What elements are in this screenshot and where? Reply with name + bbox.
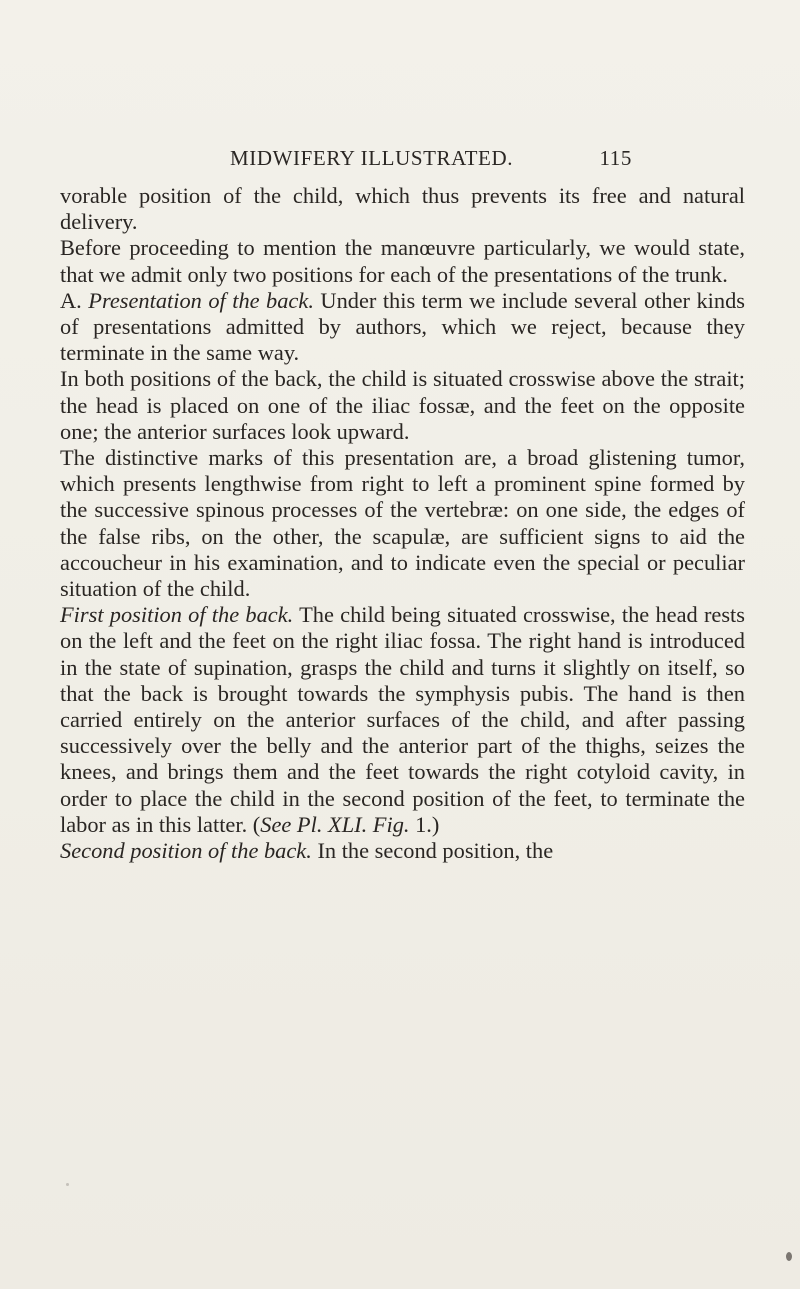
- paragraph-text: Under this term we include several other kinds of presentations admitted by authors, which we reject, because they terminate in the same way.: [60, 287, 745, 366]
- section-heading: Presentation of the back.: [88, 287, 314, 313]
- paragraph: [60, 235, 745, 287]
- running-title: MIDWIFERY ILLUSTRATED.: [230, 146, 514, 170]
- paragraph: [60, 445, 745, 602]
- paragraph: [60, 183, 745, 235]
- ink-speck: [66, 1183, 69, 1186]
- paragraph: [60, 602, 745, 838]
- section-heading: First position of the back.: [60, 602, 294, 628]
- page-number: 115: [599, 146, 632, 170]
- plate-reference: (See Pl. XLI. Fig. 1.): [252, 811, 440, 837]
- paragraph-lead: A.: [60, 287, 82, 313]
- paragraph: [60, 366, 745, 445]
- paragraph-text: The distinctive marks of this presentation are, a broad glistening tumor, which presents lengthwise from right to left a prominent spine formed by the successive spinous processes of the vertebræ: on one side, the edges of the false ribs, on the other, the scapulæ, are sufficient signs to aid the accoucheur in his examination, and to indicate even the special or peculiar situation of the child.: [60, 445, 745, 602]
- section-heading: Second position of the back.: [60, 838, 312, 864]
- paragraph-text: vorable position of the child, which thus prevents its free and natural delivery.: [60, 183, 745, 235]
- ink-speck: [786, 1252, 792, 1261]
- paragraph-text: In both positions of the back, the child is situated crosswise above the strait; the head is placed on one of the iliac fossæ, and the feet on the opposite one; the anterior surfaces look upward.: [60, 366, 745, 444]
- paragraph: [60, 838, 745, 864]
- paragraph: [60, 288, 745, 367]
- body-text: [60, 183, 745, 864]
- paragraph-text: In the second position, the: [317, 838, 554, 864]
- paragraph-text: Before proceeding to mention the manœuvre particularly, we would state, that we admit only two positions for each of the presentations of the trunk.: [60, 235, 745, 287]
- paragraph-text: The child being situated crosswise, the head rests on the left and the feet on the right iliac fossa. The right hand is introduced in the state of supination, grasps the child and turns it slightly on itself, so that the back is brought towards the symphysis pubis. The hand is then carried entirely on the anterior surfaces of the child, and after passing successively over the belly and the anterior part of the thighs, seizes the knees, and brings them and the feet towards the right cotyloid cavity, in order to place the child in the second position of the feet, to terminate the labor as in this latter.: [60, 602, 745, 837]
